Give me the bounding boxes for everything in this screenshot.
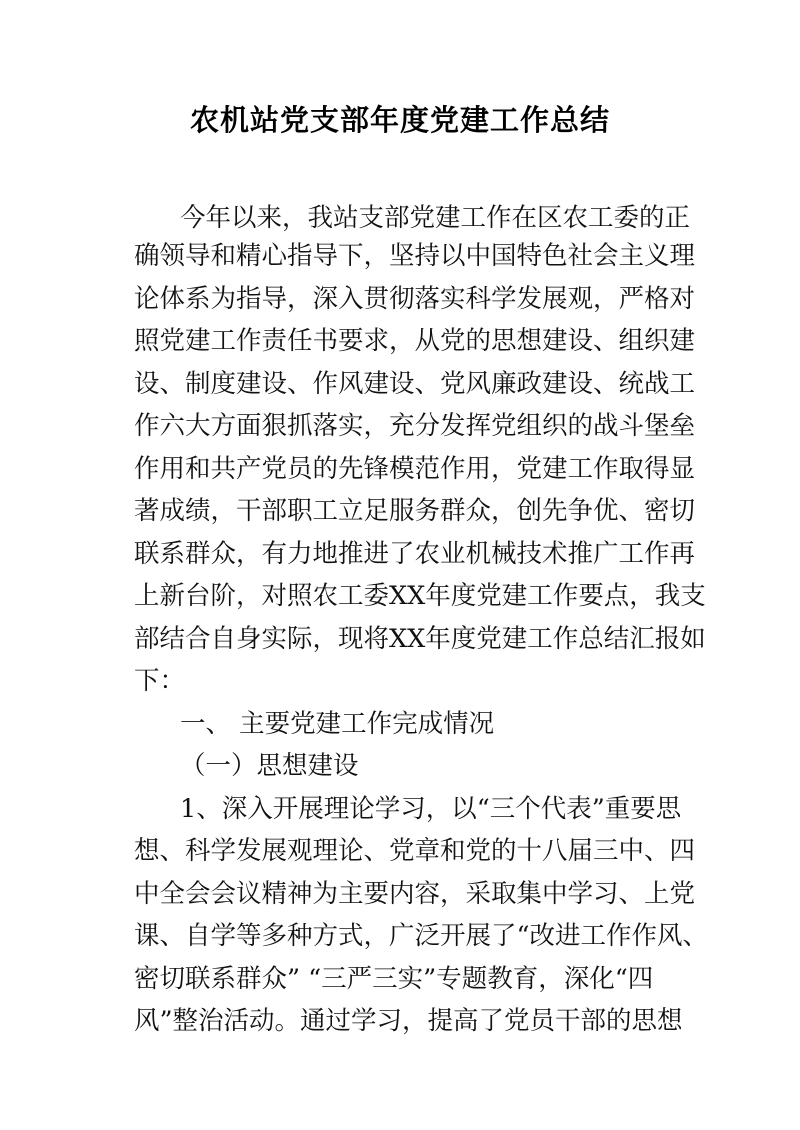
paragraph-line: 中全会会议精神为主要内容，采取集中学习、上党 bbox=[134, 879, 696, 909]
paragraph-line: 联系群众，有力地推进了农业机械技术推广工作再 bbox=[134, 539, 696, 569]
document-title: 农机站党支部年度党建工作总结 bbox=[189, 103, 610, 137]
paragraph-line: 作用和共产党员的先锋模范作用，党建工作取得显 bbox=[134, 454, 696, 484]
paragraph-line: 课、自学等多种方式，广泛开展了“改进工作作风、 bbox=[134, 921, 709, 951]
paragraph-line: 风”整治活动。通过学习，提高了党员干部的思想 bbox=[134, 1006, 683, 1036]
paragraph-line: 作六大方面狠抓落实，充分发挥党组织的战斗堡垒 bbox=[134, 411, 696, 441]
paragraph-line: 照党建工作责任书要求，从党的思想建设、组织建 bbox=[134, 326, 696, 356]
section-heading: 一、 主要党建工作完成情况 bbox=[180, 709, 495, 739]
paragraph-line: 确领导和精心指导下，坚持以中国特色社会主义理 bbox=[134, 241, 696, 271]
paragraph-line: 设、制度建设、作风建设、党风廉政建设、统战工 bbox=[134, 369, 696, 399]
paragraph-line: 今年以来，我站支部党建工作在区农工委的正 bbox=[180, 203, 691, 233]
subsection-heading: （一）思想建设 bbox=[180, 751, 359, 781]
paragraph-line: 密切联系群众” “三严三实”专题教育，深化“四 bbox=[134, 964, 654, 994]
paragraph-line: 论体系为指导，深入贯彻落实科学发展观，严格对 bbox=[134, 284, 696, 314]
paragraph-line: 下： bbox=[134, 666, 186, 696]
paragraph-line: 著成绩，干部职工立足服务群众，创先争优、密切 bbox=[134, 496, 696, 526]
paragraph-line: 想、科学发展观理论、党章和党的十八届三中、四 bbox=[134, 836, 696, 866]
paragraph-line: 1、深入开展理论学习，以“三个代表”重要思 bbox=[180, 794, 682, 824]
paragraph-line: 部结合自身实际，现将XX年度党建工作总结汇报如 bbox=[134, 624, 706, 654]
paragraph-line: 上新台阶，对照农工委XX年度党建工作要点，我支 bbox=[134, 581, 706, 611]
